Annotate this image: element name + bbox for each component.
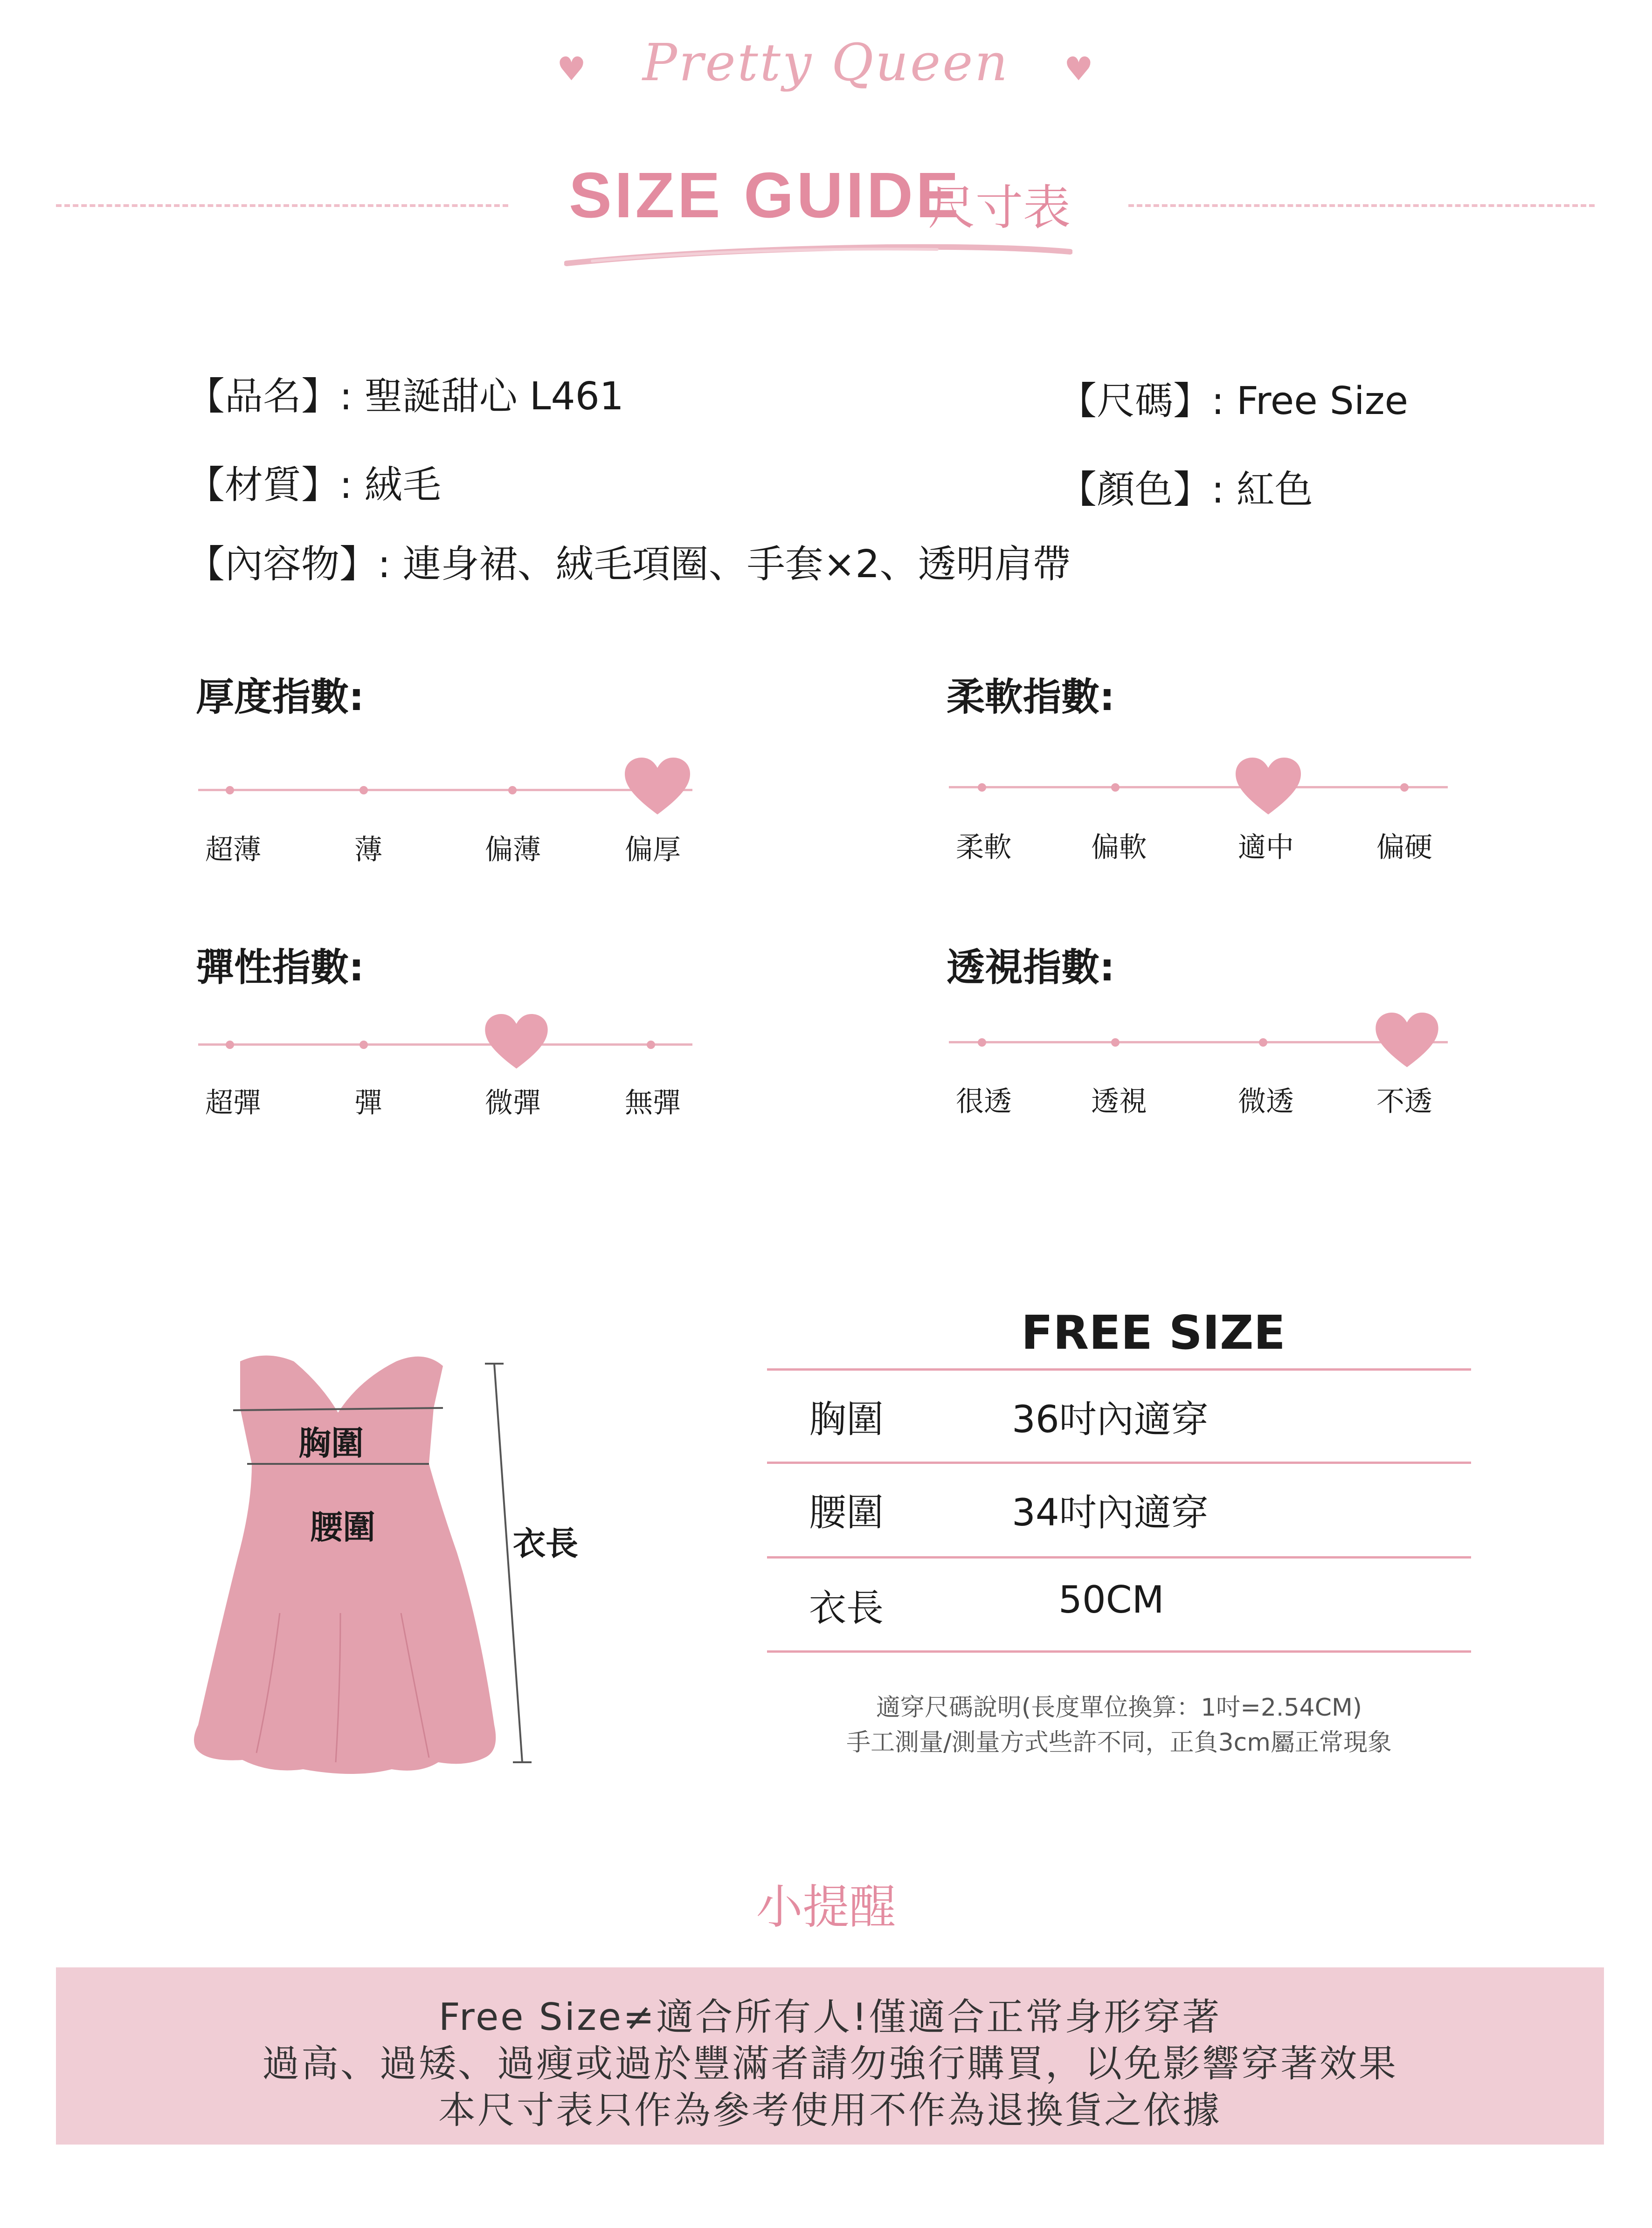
- size-table-divider-4: [767, 1650, 1471, 1653]
- title-chinese: 尺寸表: [928, 180, 1071, 236]
- size-table-divider-1: [767, 1368, 1471, 1371]
- product-contents: 【內容物】: 連身裙、絨毛項圈、手套×2、透明肩帶: [187, 542, 1071, 586]
- elasticity-dot-4: [647, 1041, 655, 1049]
- brand-name: Pretty Queen: [642, 33, 1010, 92]
- heart-left-icon: ♥: [557, 50, 588, 88]
- size-row-bust-value: 36吋內適穿: [1012, 1398, 1209, 1441]
- transparency-dot-1: [978, 1038, 986, 1047]
- size-table-divider-2: [767, 1462, 1471, 1464]
- title-divider-right: [1128, 204, 1595, 207]
- product-color: 【顏色】: 紅色: [1058, 468, 1313, 512]
- thickness-selected-heart-icon: [625, 758, 690, 816]
- heart-right-icon: ♥: [1064, 50, 1095, 88]
- reminder-line-1: Free Size≠適合所有人!僅適合正常身形穿著: [438, 1995, 1222, 2039]
- size-row-waist-label: 腰圍: [809, 1491, 884, 1534]
- elasticity-label-3: 微彈: [485, 1087, 541, 1119]
- softness-scale-line: [949, 786, 1448, 788]
- elasticity-dot-2: [359, 1041, 368, 1049]
- transparency-dot-3: [1259, 1038, 1267, 1047]
- elasticity-label-1: 超彈: [205, 1087, 261, 1119]
- dress-length-label: 衣長: [513, 1524, 578, 1563]
- softness-dot-1: [978, 783, 986, 792]
- thickness-label-1: 超薄: [205, 834, 261, 866]
- thickness-dot-2: [359, 786, 368, 794]
- size-row-length-label: 衣長: [809, 1587, 884, 1630]
- transparency-label-4: 不透: [1376, 1085, 1432, 1118]
- reminder-title: 小提醒: [756, 1880, 896, 1934]
- softness-dot-4: [1400, 783, 1409, 792]
- title-english: SIZE GUIDE: [569, 159, 962, 231]
- thickness-dot-3: [508, 786, 517, 794]
- size-table-divider-3: [767, 1556, 1471, 1559]
- elasticity-label-4: 無彈: [625, 1087, 681, 1119]
- product-material: 【材質】: 絨毛: [187, 463, 441, 507]
- softness-label-3: 適中: [1238, 831, 1294, 864]
- transparency-label-1: 很透: [956, 1085, 1012, 1118]
- size-row-bust-label: 胸圍: [809, 1398, 884, 1441]
- softness-label-2: 偏軟: [1091, 831, 1147, 864]
- reminder-line-2: 過高、過矮、過瘦或過於豐滿者請勿強行購買，以免影響穿著效果: [262, 2042, 1398, 2085]
- size-table-heading: FREE SIZE: [1021, 1305, 1286, 1360]
- size-note-tolerance: 手工測量/測量方式些許不同，正負3cm屬正常現象: [846, 1729, 1392, 1757]
- softness-label-1: 柔軟: [956, 831, 1012, 864]
- thickness-label-3: 偏薄: [485, 834, 541, 866]
- product-name: 【品名】: 聖誕甜心 L461: [187, 374, 624, 419]
- elasticity-index-title: 彈性指數:: [196, 945, 364, 990]
- softness-label-4: 偏硬: [1376, 831, 1432, 864]
- dress-bust-label: 胸圍: [298, 1424, 364, 1462]
- thickness-dot-1: [226, 786, 234, 794]
- elasticity-scale-line: [198, 1043, 692, 1046]
- title-divider-left: [56, 204, 508, 207]
- transparency-dot-2: [1111, 1038, 1120, 1047]
- transparency-scale-line: [949, 1041, 1448, 1043]
- thickness-index-title: 厚度指數:: [196, 675, 364, 719]
- elasticity-selected-heart-icon: [485, 1014, 548, 1070]
- elasticity-dot-1: [226, 1041, 234, 1049]
- transparency-label-3: 微透: [1238, 1085, 1294, 1118]
- transparency-index-title: 透視指數:: [947, 945, 1115, 990]
- transparency-label-2: 透視: [1091, 1085, 1147, 1118]
- size-note-conversion: 適穿尺碼說明(長度單位換算：1吋=2.54CM): [876, 1694, 1362, 1722]
- size-row-length-value: 50CM: [1058, 1578, 1164, 1621]
- thickness-scale-line: [198, 789, 692, 791]
- dress-waist-label: 腰圍: [310, 1508, 375, 1546]
- thickness-label-4: 偏厚: [625, 834, 681, 866]
- softness-dot-2: [1111, 783, 1120, 792]
- title-underline-stroke: [564, 233, 1072, 270]
- reminder-line-3: 本尺寸表只作為參考使用不作為退換貨之依據: [438, 2089, 1222, 2132]
- softness-index-title: 柔軟指數:: [947, 675, 1115, 719]
- dress-diagram: [187, 1352, 606, 1800]
- size-row-waist-value: 34吋內適穿: [1012, 1491, 1209, 1534]
- thickness-label-2: 薄: [354, 834, 382, 866]
- brand-logo: [0, 33, 1652, 92]
- transparency-selected-heart-icon: [1376, 1013, 1438, 1069]
- softness-selected-heart-icon: [1236, 758, 1301, 816]
- elasticity-label-2: 彈: [354, 1087, 382, 1119]
- product-size: 【尺碼】: Free Size: [1058, 379, 1409, 423]
